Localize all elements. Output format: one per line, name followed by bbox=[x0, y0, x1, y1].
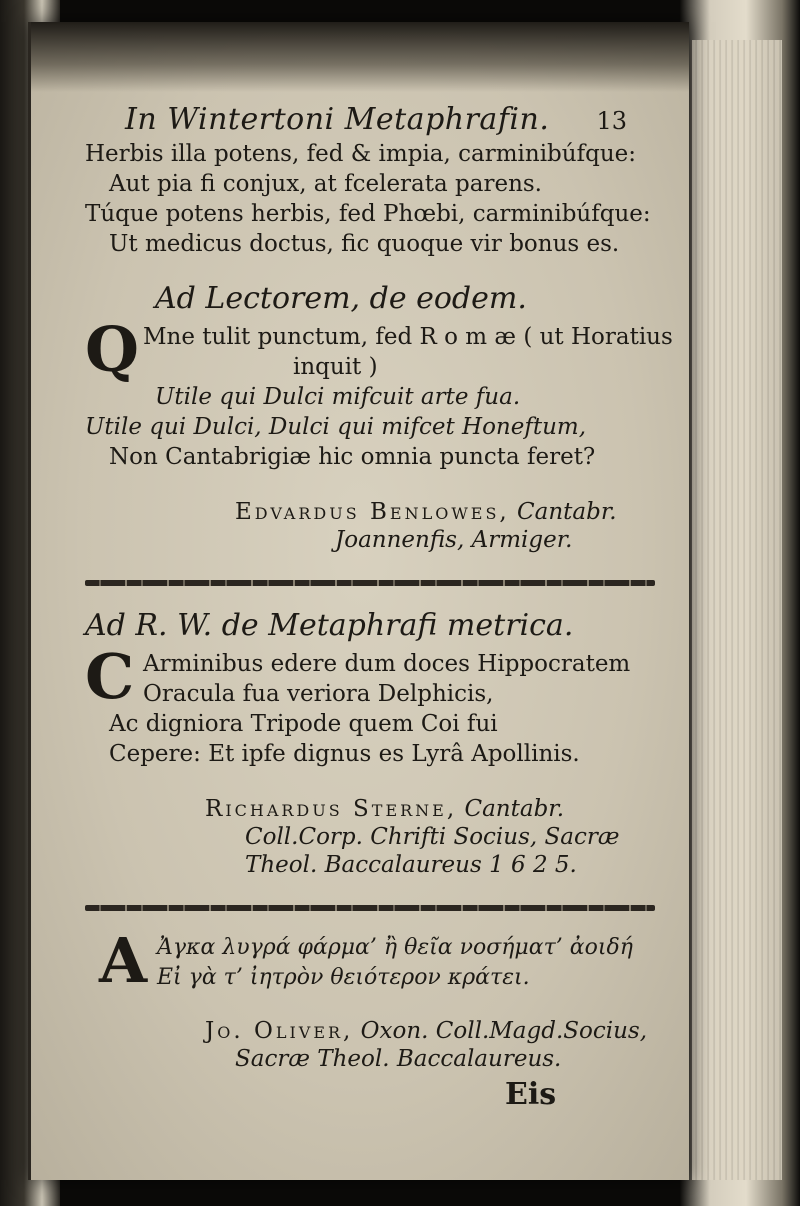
book-page bbox=[28, 22, 689, 1180]
verse-line: Herbis illa potens, fed & impia, carminibúfque: bbox=[85, 141, 637, 167]
verse-line: Aut pia fi conjux, at fcelerata parens. bbox=[109, 171, 542, 197]
greek-line: Εἰ γὰ τ’ ἰητρὸν θειότερον κράτει. bbox=[157, 965, 530, 990]
page-fore-edge bbox=[692, 40, 782, 1180]
verse-line: Utile qui Dulci, Dulci qui mifcet Honeftum, bbox=[85, 414, 587, 440]
verse-line: Utile qui Dulci mifcuit arte fua. bbox=[155, 384, 521, 410]
signatory-name: Richardus Sterne, bbox=[205, 796, 458, 822]
verse-line: inquit ) bbox=[293, 354, 378, 380]
verse-line: Oracula fua veriora Delphicis, bbox=[143, 681, 494, 707]
page-number: 13 bbox=[596, 107, 627, 135]
poem-1 bbox=[85, 139, 655, 259]
signatory-title: Cantabr. bbox=[464, 796, 565, 822]
page-header bbox=[85, 102, 655, 137]
poem-4 bbox=[85, 924, 655, 1073]
verse-line: Ac digniora Tripode quem Coi fui bbox=[109, 711, 498, 737]
signatory-name: Edvardus Benlowes, bbox=[235, 499, 510, 525]
poem-2 bbox=[85, 281, 673, 554]
verse-line: Mne tulit punctum, fed R o m æ ( ut Horatius bbox=[143, 324, 673, 350]
verse-line: Túque potens herbis, fed Phœbi, carminibúfque: bbox=[85, 201, 651, 227]
verse-line: Cepere: Et ipfe dignus es Lyrâ Apollinis. bbox=[109, 741, 580, 767]
signature bbox=[85, 498, 655, 554]
page-shadow bbox=[31, 22, 689, 92]
poem-opening bbox=[85, 924, 655, 997]
page-text bbox=[85, 102, 673, 1112]
catchword: Eis bbox=[505, 1077, 557, 1112]
verse-line: Ut medicus doctus, fic quoque vir bonus es. bbox=[109, 231, 620, 257]
poem-heading: Ad R. W. de Metaphrafi metrica. bbox=[85, 608, 574, 643]
signatory-title: Coll.Corp. Chrifti Socius, Sacræ bbox=[245, 824, 620, 850]
signature-line bbox=[85, 795, 655, 823]
greek-line: Ἀγκα λυγρά φάρμα’ ἢ θεῖα νοσήματ’ ἀοιδή bbox=[157, 935, 633, 960]
drop-cap: C bbox=[85, 640, 135, 713]
poem-heading: Ad Lectorem, de eodem. bbox=[155, 281, 527, 316]
signature-line bbox=[85, 1017, 655, 1045]
poem-opening bbox=[85, 640, 655, 713]
poem-3 bbox=[85, 608, 655, 879]
ornamental-rule bbox=[85, 905, 655, 911]
signatory-title: Theol. Baccalaureus 1 6 2 5. bbox=[245, 852, 577, 878]
drop-cap: Q bbox=[85, 313, 140, 386]
signatory-title: Sacræ Theol. Baccalaureus. bbox=[235, 1046, 562, 1072]
signatory-title: Joannenfis, Armiger. bbox=[335, 527, 573, 553]
verse-line: Arminibus edere dum doces Hippocratem bbox=[143, 651, 631, 677]
signature bbox=[85, 795, 655, 879]
ornamental-rule bbox=[85, 580, 655, 586]
signatory-title: Oxon. Coll.Magd.Socius, bbox=[360, 1018, 648, 1044]
signatory-name: Jo. Oliver, bbox=[205, 1018, 354, 1044]
signature bbox=[85, 1017, 655, 1073]
signature-line bbox=[85, 498, 655, 526]
signatory-title: Cantabr. bbox=[517, 499, 617, 525]
verse-line: Non Cantabrigiæ hic omnia puncta feret? bbox=[109, 444, 596, 470]
poem-opening bbox=[85, 313, 673, 386]
drop-cap: A bbox=[99, 924, 148, 997]
running-head: In Wintertoni Metaphrafin. bbox=[125, 102, 550, 137]
